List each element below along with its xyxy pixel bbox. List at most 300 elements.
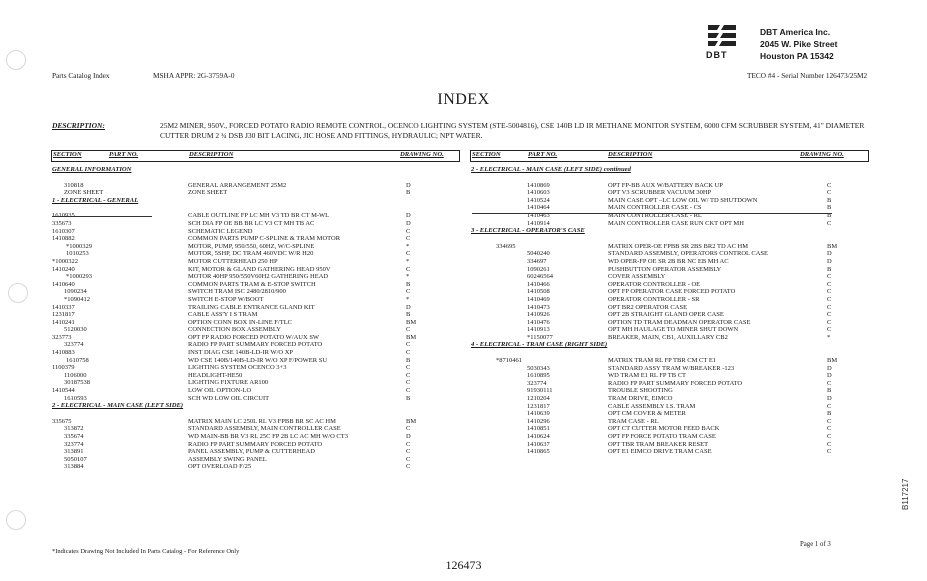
part-number: 1410637 xyxy=(527,440,550,448)
drawing-size: B xyxy=(406,356,411,364)
left-table-header xyxy=(51,150,460,162)
row-gap xyxy=(471,174,881,182)
part-number: 60246564 xyxy=(527,273,553,281)
drawing-size: C xyxy=(406,364,411,372)
part-number: 1410639 xyxy=(527,410,550,418)
drawing-size: D xyxy=(827,364,832,372)
drawing-size: C xyxy=(827,440,832,448)
drawing-size: C xyxy=(827,425,832,433)
part-description: SCH WD LOW OIL CIRCUIT xyxy=(188,394,270,402)
part-number: 335673 xyxy=(52,219,72,227)
side-code: B117217 xyxy=(901,478,910,510)
drawing-size: BM xyxy=(827,242,838,250)
part-description: CABLE ASS'Y I S TRAM xyxy=(188,311,258,319)
part-number: 1410524 xyxy=(527,196,550,204)
part-number: 1410466 xyxy=(527,280,550,288)
index-row xyxy=(471,243,881,251)
drawing-size: B xyxy=(406,189,411,197)
drawing-size: B xyxy=(406,280,411,288)
part-number: 1410337 xyxy=(52,303,75,311)
part-description: OPERATOR CONTROLLER - SR xyxy=(608,295,700,303)
header-drawing-no: DRAWING NO. xyxy=(800,151,844,158)
drawing-size: * xyxy=(406,242,410,250)
section-heading xyxy=(471,227,881,235)
part-description: SWITCH E-STOP W/BOOT xyxy=(188,295,264,303)
part-number: 1100379 xyxy=(52,364,75,372)
index-row xyxy=(471,395,881,403)
index-row xyxy=(471,410,881,418)
part-description: INST DIAG CSE 140B-LD-IR W/O XP xyxy=(188,349,294,357)
part-number: 1410476 xyxy=(527,318,550,326)
drawing-size: C xyxy=(406,341,411,349)
description-label: DESCRIPTION: xyxy=(52,121,105,130)
drawing-size: BM xyxy=(827,357,838,365)
drawing-size: B xyxy=(827,196,832,204)
index-row xyxy=(52,448,462,456)
index-row xyxy=(471,326,881,334)
drawing-size: B xyxy=(827,410,832,418)
part-number: *8710461 xyxy=(496,357,522,365)
part-number: 1410883 xyxy=(52,349,75,357)
part-description: MATRIX MAIN LC 250L RL V3 FPBB BR SC AC HM xyxy=(188,417,336,425)
page-number: Page 1 of 3 xyxy=(800,541,831,548)
index-row xyxy=(471,273,881,281)
index-row xyxy=(52,456,462,464)
part-number: 313891 xyxy=(64,448,84,456)
index-row xyxy=(471,189,881,197)
drawing-size: C xyxy=(406,463,411,471)
part-number: 313884 xyxy=(64,463,84,471)
part-number: ZONE SHEET xyxy=(64,189,104,197)
part-description: STANDARD ASSY TRAM W/BREAKER -123 xyxy=(608,364,735,372)
part-description: RADIO FP PART SUMMARY FORCED POTATO xyxy=(188,440,323,448)
part-number: 1610307 xyxy=(52,227,75,235)
part-description: MAIN CASE OPT –LC LOW OIL W/ TD SHUTDOWN xyxy=(608,196,758,204)
drawing-size: B xyxy=(406,394,411,402)
drawing-size: C xyxy=(827,311,832,319)
index-row xyxy=(52,235,462,243)
index-row xyxy=(52,273,462,281)
index-row xyxy=(471,281,881,289)
index-row xyxy=(52,189,462,197)
drawing-size: B xyxy=(827,204,832,212)
part-number: 1090261 xyxy=(527,265,550,273)
part-number: 1410914 xyxy=(527,219,550,227)
part-number: 1410469 xyxy=(527,295,550,303)
drawing-size: C xyxy=(827,295,832,303)
part-number: 1210204 xyxy=(527,395,550,403)
part-description: RADIO FP PART SUMMARY FORCED POTATO xyxy=(188,341,323,349)
part-description: OPERATOR CONTROLLER - OE xyxy=(608,280,701,288)
section-heading xyxy=(471,166,881,174)
part-description: WD CSE 140B/140B-LD-IR W/O XP F/POWER SU xyxy=(188,356,328,364)
drawing-size: C xyxy=(827,288,832,296)
drawing-size: B xyxy=(827,265,832,273)
part-number: 5040240 xyxy=(527,250,550,258)
part-description: SCHEMATIC LEGEND xyxy=(188,227,253,235)
drawing-size: C xyxy=(406,379,411,387)
header-section: SECTION xyxy=(53,151,82,158)
drawing-size: C xyxy=(406,227,411,235)
index-row xyxy=(52,182,462,190)
section-title: 3 - ELECTRICAL - OPERATOR'S CASE xyxy=(471,227,585,235)
part-description: OPT FP-BB AUX W/BATTERY BACK UP xyxy=(608,181,723,189)
part-number: *1000329 xyxy=(66,242,92,250)
part-number: 323774 xyxy=(527,379,547,387)
part-description: STANDARD ASSEMBLY, MAIN CONTROLLER CASE xyxy=(188,425,341,433)
part-number: 1410241 xyxy=(52,318,75,326)
part-number: 1410464 xyxy=(527,204,550,212)
drawing-size: C xyxy=(827,417,832,425)
punch-hole-bottom xyxy=(6,510,26,530)
part-description: COVER ASSEMBLY xyxy=(608,273,666,281)
drawing-size: D xyxy=(406,433,411,440)
part-number: 1410463 xyxy=(527,211,550,219)
part-description: OPT BR2 OPERATOR CASE xyxy=(608,303,688,311)
part-description: OPT 2B STRAIGHT GLAND OPER CASE xyxy=(608,311,724,319)
drawing-size: BM xyxy=(406,417,417,425)
drawing-size: C xyxy=(406,235,411,243)
part-number: 1106000 xyxy=(64,371,87,379)
drawing-size: * xyxy=(406,295,410,303)
drawing-size: C xyxy=(827,303,832,311)
row-gap xyxy=(52,174,462,182)
part-description: MOTOR, PUMP, 950/550, 60HZ, W/C-SPLINE xyxy=(188,242,315,250)
drawing-size: C xyxy=(827,326,832,334)
description-text: 25M2 MINER, 950V., FORCED POTATO RADIO REMOTE CONTROL, OCENCO LIGHTING SYSTEM (STE-5004816), CSE 140B LD IR METHANE MONITOR SYSTEM, 6000 CFM SCRUBBER SYSTEM, 41" DIAMETER CUTTER DRUM 2 ¾ DSB J30 BIT LACING, JIC HOSE AND FITTINGS, HYDRAULIC; NPT WATER. xyxy=(160,121,865,140)
drawing-size: C xyxy=(406,349,411,357)
index-row xyxy=(52,326,462,334)
index-row xyxy=(52,364,462,372)
drawing-size: C xyxy=(827,189,832,197)
index-row xyxy=(52,266,462,274)
part-description: TROUBLE SHOOTING xyxy=(608,387,673,395)
index-row xyxy=(52,281,462,289)
part-number: 1410544 xyxy=(52,387,75,395)
index-row xyxy=(471,319,881,327)
drawing-size: B xyxy=(406,311,411,319)
section-title: 1 - ELECTRICAL - GENERAL xyxy=(52,196,139,204)
serial-number: 126473 xyxy=(445,558,482,572)
part-description: ZONE SHEET xyxy=(188,189,228,197)
logo-text: DBT xyxy=(706,50,728,60)
part-number: 1410624 xyxy=(527,433,550,440)
part-description: MAIN CONTROLLER CASE - RL xyxy=(608,211,702,219)
part-description: WD OPER-FP OE SR 2B BR NC EB MH AC xyxy=(608,257,729,265)
index-row xyxy=(52,425,462,433)
index-row xyxy=(471,296,881,304)
row-gap xyxy=(471,349,881,357)
part-number: 1410882 xyxy=(52,235,75,243)
drawing-size: C xyxy=(406,288,411,296)
section-heading xyxy=(52,166,462,174)
index-row xyxy=(52,220,462,228)
drawing-size: D xyxy=(827,395,832,403)
index-row xyxy=(52,441,462,449)
index-row xyxy=(52,288,462,296)
part-number: 5030343 xyxy=(527,364,550,372)
drawing-size: C xyxy=(827,402,832,410)
index-row xyxy=(471,448,881,456)
part-description: PUSHBUTTON OPERATOR ASSEMBLY xyxy=(608,265,722,273)
index-row xyxy=(471,182,881,190)
company-street: 2045 W. Pike Street xyxy=(760,39,838,49)
catalog-label: Parts Catalog Index xyxy=(52,71,110,80)
part-description: MOTOR 40HP 950/550V60H2 GATHERING HEAD xyxy=(188,273,329,281)
part-number: 1410926 xyxy=(527,311,550,319)
part-description: RADIO FP PART SUMMARY FORCED POTATO xyxy=(608,379,743,387)
part-description: LIGHTING SYSTEM OCENCO 3+3 xyxy=(188,364,287,372)
part-description: OPTION CONN BOX IN-LINE F/TLC xyxy=(188,318,292,326)
part-description: SWITCH TRAM ISC 2480/2810/900 xyxy=(188,288,286,296)
index-row xyxy=(471,403,881,411)
part-description: OPT E1 EIMCO DRIVE TRAM CASE xyxy=(608,448,712,456)
index-row xyxy=(52,387,462,395)
drawing-size: BM xyxy=(406,333,417,341)
header-section: SECTION xyxy=(472,151,501,158)
right-index-column xyxy=(471,166,881,456)
part-number: 1410865 xyxy=(527,448,550,456)
index-row xyxy=(52,304,462,312)
part-description: OPTION TD TRAM DEADMAN OPERATOR CASE xyxy=(608,318,751,326)
part-number: 313872 xyxy=(64,425,84,433)
index-row xyxy=(52,372,462,380)
part-description: HEADLIGHT-HE50 xyxy=(188,371,243,379)
row-gap xyxy=(52,410,462,418)
part-description: COMMON PARTS TRAM & E-STOP SWITCH xyxy=(188,280,316,288)
drawing-size: C xyxy=(827,433,832,440)
index-row xyxy=(471,250,881,258)
drawing-size: C xyxy=(406,455,411,463)
index-row xyxy=(52,250,462,258)
index-row xyxy=(52,357,462,365)
index-row xyxy=(52,463,462,471)
section-title: 2 - ELECTRICAL - MAIN CASE (LEFT SIDE) xyxy=(52,402,184,410)
drawing-size: D xyxy=(406,219,411,227)
header-part-no: PART NO. xyxy=(109,151,139,158)
part-number: 5120030 xyxy=(64,326,87,334)
part-description: GENERAL ARRANGEMENT 25M2 xyxy=(188,181,287,189)
section-heading xyxy=(52,402,462,410)
index-row xyxy=(471,288,881,296)
drawing-size: * xyxy=(406,257,410,265)
drawing-size: BM xyxy=(406,318,417,326)
part-description: OPT FP OPERATOR CASE FORCED POTATO xyxy=(608,288,736,296)
part-number: 1090234 xyxy=(64,288,87,296)
part-description: LIGHTING FIXTURE AR100 xyxy=(188,379,269,387)
index-row xyxy=(471,258,881,266)
part-number: 323774 xyxy=(64,341,84,349)
part-number: 30187538 xyxy=(64,379,90,387)
drawing-size: * xyxy=(406,273,410,281)
part-number: 91930111 xyxy=(527,387,553,395)
part-description: KIT, MOTOR & GLAND GATHERING HEAD 950V xyxy=(188,265,331,273)
dbt-logo-icon xyxy=(706,22,738,50)
index-row xyxy=(52,379,462,387)
part-number: 335675 xyxy=(52,417,72,425)
index-row xyxy=(52,296,462,304)
part-number: 5050107 xyxy=(64,455,87,463)
msha-approval: MSHA APPR: 2G-3759A-0 xyxy=(153,71,235,80)
company-address xyxy=(760,26,838,62)
part-number: 1410473 xyxy=(527,303,550,311)
index-row xyxy=(471,372,881,380)
drawing-size: C xyxy=(406,440,411,448)
part-number: 310818 xyxy=(64,181,84,189)
strike-line xyxy=(472,213,832,214)
left-index-column xyxy=(52,166,462,471)
part-number: 335674 xyxy=(64,433,84,440)
part-number: 1410603 xyxy=(527,189,550,197)
drawing-size: C xyxy=(827,280,832,288)
company-city: Houston PA 15342 xyxy=(760,51,834,61)
punch-hole-middle xyxy=(8,283,28,303)
drawing-size: C xyxy=(827,318,832,326)
part-number: 1410508 xyxy=(527,288,550,296)
part-number: 1610895 xyxy=(527,372,550,380)
index-row xyxy=(52,311,462,319)
part-description: CONNECTION BOX ASSEMBLY xyxy=(188,326,281,334)
part-number: 1231817 xyxy=(52,311,75,319)
part-number: 334697 xyxy=(527,257,547,265)
part-description: WD MAIN-BB BR V3 RL 25C FP 2B LC AC MH W/O CT3 xyxy=(188,433,348,440)
drawing-size: C xyxy=(827,219,832,227)
index-row xyxy=(52,319,462,327)
part-number: 323773 xyxy=(52,333,72,341)
row-gap xyxy=(471,235,881,243)
row-gap xyxy=(52,204,462,212)
index-row xyxy=(52,334,462,342)
index-row xyxy=(471,311,881,319)
drawing-size: D xyxy=(827,372,832,380)
part-number: 1410296 xyxy=(527,417,550,425)
drawing-size: C xyxy=(827,448,832,456)
index-row xyxy=(471,433,881,441)
drawing-size: D xyxy=(406,303,411,311)
drawing-size: D xyxy=(406,181,411,189)
part-description: MOTOR CUTTERHEAD 250 HP xyxy=(188,257,278,265)
part-description: OPT CT CUTTER MOTOR FEED BACK xyxy=(608,425,720,433)
part-number: 1610593 xyxy=(64,394,87,402)
page-title: INDEX xyxy=(437,91,490,108)
index-row xyxy=(52,395,462,403)
index-row xyxy=(52,243,462,251)
part-number: 1410851 xyxy=(527,425,550,433)
part-number: 1410640 xyxy=(52,280,75,288)
part-number: *1000293 xyxy=(66,273,92,281)
part-number: 1410240 xyxy=(52,265,75,273)
part-description: MATRIX TRAM RL FP TBR CM CT E1 xyxy=(608,357,717,365)
section-title: GENERAL INFORMATION xyxy=(52,166,132,173)
header-description: DESCRIPTION xyxy=(189,151,234,158)
index-row xyxy=(471,220,881,228)
drawing-size: D xyxy=(827,257,832,265)
part-description: OPT FP RADIO FORCED POTATO W/AUX SW xyxy=(188,333,320,341)
part-description: OPT FP FORCE POTATO TRAM CASE xyxy=(608,433,716,440)
part-description: MATRIX OPER-OE FPBB SR 2BS BR2 TD AC HM xyxy=(608,242,749,250)
drawing-size: C xyxy=(827,273,832,281)
index-row xyxy=(471,334,881,342)
part-number: *1090412 xyxy=(64,295,90,303)
company-name: DBT America Inc. xyxy=(760,27,831,37)
part-description: BREAKER, MAIN, CB1, AUXILLARY CB2 xyxy=(608,333,728,341)
part-description: OPT OVERLOAD F/25 xyxy=(188,463,252,471)
drawing-size: C xyxy=(827,181,832,189)
drawing-size: C xyxy=(406,371,411,379)
part-description: MOTOR, 5SHP, DC TRAM 460VDC W/R H20 xyxy=(188,250,314,258)
header-drawing-no: DRAWING NO. xyxy=(400,151,444,158)
drawing-size: C xyxy=(406,265,411,273)
part-number: *1000322 xyxy=(52,257,78,265)
part-description: LOW OIL OPTION-LO xyxy=(188,387,252,395)
drawing-size: C xyxy=(406,425,411,433)
index-row xyxy=(471,365,881,373)
right-table-header xyxy=(470,150,869,162)
index-row xyxy=(52,258,462,266)
part-description: CABLE ASSEMBLY I.S. TRAM xyxy=(608,402,696,410)
part-number: *1150077 xyxy=(527,333,553,341)
index-row xyxy=(52,341,462,349)
drawing-size: B xyxy=(827,211,832,219)
part-number: 323774 xyxy=(64,440,84,448)
part-description: SCH DIA FP OE BB BR LC V3 CT MH TB AC xyxy=(188,219,315,227)
index-row xyxy=(471,387,881,395)
drawing-size: * xyxy=(827,333,831,341)
index-row xyxy=(52,433,462,441)
index-row xyxy=(471,304,881,312)
part-number: 1231817 xyxy=(527,402,550,410)
part-description: TRAM CASE - RL xyxy=(608,417,659,425)
index-row xyxy=(471,380,881,388)
index-row xyxy=(471,441,881,449)
part-description: CABLE OUTLINE FP LC MH V3 TD BR CT M-WL xyxy=(188,212,330,220)
teco-serial: TECO #4 - Serial Number 126473/25M2 xyxy=(747,71,868,80)
part-description: ASSEMBLY SWING PANEL xyxy=(188,455,267,463)
part-number: 1010253 xyxy=(66,250,89,258)
index-row xyxy=(52,228,462,236)
drawing-size: C xyxy=(827,379,832,387)
index-row xyxy=(471,418,881,426)
punch-hole-top xyxy=(6,50,26,70)
index-row xyxy=(471,204,881,212)
part-description: PANEL ASSEMBLY, PUMP & CUTTERHEAD xyxy=(188,448,315,456)
index-row xyxy=(52,418,462,426)
index-row xyxy=(471,266,881,274)
part-description: MAIN CONTROLLER CASE - CS xyxy=(608,204,702,212)
part-number: 1610758 xyxy=(66,356,89,364)
drawing-size: C xyxy=(406,387,411,395)
section-title: 4 - ELECTRICAL - TRAM CASE (RIGHT SIDE) xyxy=(471,341,608,349)
header-description: DESCRIPTION xyxy=(608,151,653,158)
part-description: MAIN CONTROLLER CASE RUN CKT OPT MH xyxy=(608,219,744,227)
drawing-size: C xyxy=(406,326,411,334)
part-number: 1610935 xyxy=(52,212,75,220)
section-heading xyxy=(52,197,462,205)
part-number: 334695 xyxy=(496,242,516,250)
part-description: COMMON PARTS PUMP C-SPLINE & TRAM MOTOR xyxy=(188,235,341,243)
header-part-no: PART NO. xyxy=(528,151,558,158)
strike-line xyxy=(52,216,152,217)
section-title: 2 - ELECTRICAL - MAIN CASE (LEFT SIDE) continued xyxy=(471,166,631,173)
part-description: STANDARD ASSEMBLY, OPERATORS CONTROL CASE xyxy=(608,250,768,258)
part-number: 1410869 xyxy=(527,181,550,189)
footer-note: *Indicates Drawing Not Included In Parts Catalog - For Reference Only xyxy=(52,548,240,555)
part-description: TRAM DRIVE, EIMCO xyxy=(608,395,673,403)
index-row xyxy=(471,357,881,365)
part-description: WD TRAM E1 RL FP TB CT xyxy=(608,372,687,380)
index-row xyxy=(471,425,881,433)
drawing-size: D xyxy=(406,212,411,220)
